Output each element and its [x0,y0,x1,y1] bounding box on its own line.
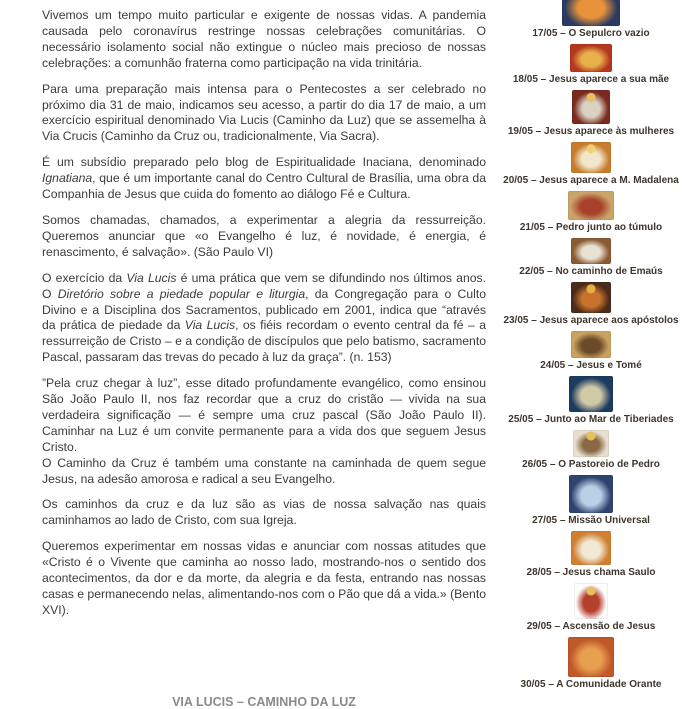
station-caption: 26/05 – O Pastoreio de Pedro [522,459,660,470]
station-item [490,583,692,633]
station-caption: 18/05 – Jesus aparece a sua mãe [512,74,670,85]
jesus-appears-to-apostles-image [571,282,611,313]
paragraph [42,155,486,203]
station-item [490,191,692,234]
praying-community-image [568,637,614,677]
paragraph [42,271,486,366]
station-item [490,430,692,471]
stations-list [490,0,692,695]
station-item [490,531,692,579]
text-run: ”Pela cruz chegar à luz”, esse ditado profundamente evangélico, como ensinou São João Paulo II, nos faz recordar que a cruz do cristão — vivida na sua verdadeira significação — é sempre uma cruz pascal (São João Paulo II). Caminhar na Luz é um convite permanente para a vida dos que seguem Jesus Cristo. [42,376,486,454]
clipped-section-heading: VIA LUCIS – CAMINHO DA LUZ [172,695,356,709]
station-caption: 28/05 – Jesus chama Saulo [526,567,656,578]
italic-text-run: Diretório sobre a piedade popular e liturgia [57,286,306,301]
paragraph [42,497,486,529]
shepherding-of-peter-image [573,430,609,457]
paragraph [42,213,486,261]
italic-text-run: Via Lucis [126,270,177,285]
station-item [490,475,692,527]
road-to-emmaus-image [571,238,611,264]
station-item [490,282,692,327]
station-caption: 19/05 – Jesus aparece às mulheres [507,126,675,137]
text-run: Para uma preparação mais intensa para o Pentecostes a ser celebrado no próximo dia 31 de maio, indicamos seu acesso, a partir do dia 17 de maio, a um exercício espiritual denominado Via Lucis (Caminho da Luz) que se assemelha à Via Crucis (Caminho da Cruz ou, tradicionalmente, Via Sacra). [42,81,486,144]
peter-at-the-tomb-image [568,191,614,220]
station-caption: 24/05 – Jesus e Tomé [540,360,642,371]
station-caption: 20/05 – Jesus aparece a M. Madalena [503,175,679,186]
text-run: , da Congregação para o Culto Divino e a Disciplina dos Sacramentos, publicado em 2001, indica que “através da prática de piedade da [42,286,486,333]
station-item [490,376,692,426]
jesus-appears-to-magdalene-image [571,142,611,173]
jesus-and-thomas-image [571,331,611,358]
empty-tomb-image [562,0,620,26]
paragraph [42,456,486,488]
station-caption: 21/05 – Pedro junto ao túmulo [519,222,663,233]
paragraph [42,82,486,146]
station-item [490,238,692,278]
station-item [490,90,692,138]
station-caption: 17/05 – O Sepulcro vazio [532,28,650,39]
station-item [490,44,692,86]
station-caption: 23/05 – Jesus aparece aos apóstolos [503,315,679,326]
text-run: Queremos experimentar em nossas vidas e anunciar com nossas atitudes que «Cristo é o Vivente que caminha ao nosso lado, mostrando-nos o sentido dos acontecimentos, da dor e da morte, da alegria e da festa, entrando nas nossas casas e permanecendo nelas, alimentando-nos com o Pão que dá a vida.» (Bento XVI). [42,539,486,617]
text-run: , que é um importante canal do Centro Cultural de Brasília, uma obra da Companhia de Jesus que cuida do fomento ao diálogo Fé e Cultura. [42,171,486,202]
station-item [490,331,692,372]
article-body [42,8,486,629]
station-caption: 27/05 – Missão Universal [532,515,650,526]
text-run: Vivemos um tempo muito particular e exigente de nossas vidas. A pandemia causada pelo coronavírus restringe nossas celebrações comunitárias. O necessário isolamento social não extingue o núcleo mais precioso de nossas celebrações: a comunhão fraterna como participação na vida trinitária. [42,8,486,70]
paragraph [42,376,486,456]
universal-mission-image [569,475,613,513]
text-run: O exercício da [42,270,127,285]
italic-text-run: Via Lucis [184,318,236,333]
station-item [490,0,692,40]
station-item [490,142,692,187]
station-caption: 29/05 – Ascensão de Jesus [526,621,656,632]
italic-text-run: Ignatiana [42,171,93,186]
text-run: Somos chamadas, chamados, a experimentar a alegria da ressurreição. Queremos anunciar que «o Evangelho é luz, é novidade, é energia, é renascimento, é salvação». (São Paulo VI) [42,212,486,259]
text-run: , os fiéis recordam o evento central da fé – a ressurreição de Cristo – e a condição de discípulos que pelo batismo, sacramento Pascal, passaram das trevas do pecado à luz da graça”. (n. 153) [42,318,486,365]
station-caption: 25/05 – Junto ao Mar de Tiberiades [508,414,674,425]
text-run: É um subsídio preparado pelo blog de Espiritualidade Inaciana, denominado [42,155,486,170]
sea-of-tiberias-image [569,376,613,412]
station-item [490,637,692,691]
jesus-appears-to-mother-image [570,44,612,72]
paragraph [42,8,486,72]
station-caption: 30/05 – A Comunidade Orante [520,679,662,690]
jesus-calls-saul-image [571,531,611,565]
text-run: é uma prática que vem se difundindo nos últimos anos. O [42,270,486,301]
paragraph [42,539,486,619]
jesus-appears-to-women-image [572,90,610,124]
text-run: Os caminhos da cruz e da luz são as vias de nossa salvação nas quais caminhamos ao lado de Cristo, com sua Igreja. [42,497,486,528]
ascension-of-jesus-image [574,583,608,619]
text-run: O Caminho da Cruz é também uma constante na caminhada de quem segue Jesus, na adesão amorosa e radical a seu Evangelho. [42,455,486,486]
station-caption: 22/05 – No caminho de Emaús [519,266,663,277]
